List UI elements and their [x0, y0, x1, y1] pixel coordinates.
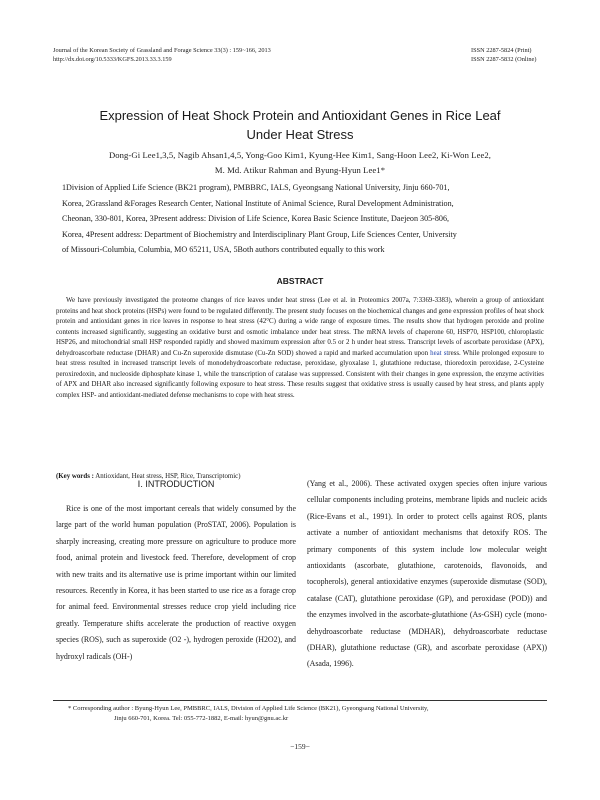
- abstract-link[interactable]: heat st: [430, 349, 449, 357]
- abstract-text-part-2: ress. While prolonged exposure to heat stress resulted in increased transcript levels of monodehydroascorbate reductase, peroxidase, glyoxalase 1, glutathione reductase, thioredoxin peroxidase, 2-Cysteine peroxiredoxin, and nucleoside diphosphate kinase 1, while the transcription of catalase was suppressed. Consistent with their changes in gene expression, the enzyme activities of APX and DHAR also increased significantly following exposure to heat stress. These results suggest that oxidative stress is usually caused by heat stress, and plants apply complex HSP- and antioxidant-mediated defense mechanisms to cope with heat stress.: [56, 349, 544, 399]
- authors-line-2: M. Md. Atikur Rahman and Byung-Hyun Lee1*: [214, 165, 386, 175]
- affiliations: [62, 180, 538, 258]
- intro-paragraph-1: Rice is one of the most important cereals that widely consumed by the large part of the world human population (ProSTAT, 2006). Population is sharply increasing, creating more pressure on agriculture to produce more food, animal protein and livestock feed. Therefore, development of crop with new traits and its alternative use is prime important within our limited resources. Recently in Korea, it has been started to use rice as a forage crop for animal feed. Environmental stresses reduce crop yield including rice greatly. Temperature shifts accelerate the production of reactive oxygen species (ROS), such as superoxide (O2 -), hydrogen peroxide (H2O2), and hydroxyl radicals (OH-): [56, 504, 296, 661]
- issn-online: ISSN 2287-5832 (Online): [471, 55, 537, 63]
- intro-paragraph-2: (Yang et al., 2006). These activated oxygen species often injure various cellular components including proteins, membrane lipids and nucleic acids (Rice-Evans et al., 1991). In order to protect cells against ROS, plants activate a number of antioxidant mechanisms that detoxify ROS. The primary components of this system include low molecular weight antioxidants (ascorbate, glutathione, carotenoids, flavonoids, and tocopherols), general antioxidative enzymes (superoxide dismutase (SOD), catalase (CAT), glutathione peroxidase (GP), and peroxidase (POD)) and the enzymes involved in the ascorbate-glutathione (As-GSH) cycle (mono-dehydroascorbate reductase (MDHAR), dehydroascorbate reductase (DHAR), glutathione reductase (GR), and ascorbate peroxidase (APX)) (Asada, 1996).: [307, 479, 547, 669]
- footnote-line-2: Jinju 660-701, Korea. Tel: 055-772-1882, E-mail: hyun@gnu.ac.kr: [114, 714, 289, 722]
- affiliation-line: Cheonan, 330-801, Korea, 3Present address: Division of Life Science, Korea Basic Science Institute, Daejeon 305-806,: [62, 214, 450, 223]
- author-list: [40, 148, 560, 178]
- affiliation-line: of Missouri-Columbia, Columbia, MO 65211, USA, 5Both authors contributed equally to this work: [62, 245, 385, 254]
- intro-left-column: [56, 476, 296, 665]
- footnote-divider: [53, 700, 547, 701]
- paper-title: [40, 107, 560, 144]
- page-number: −159−: [290, 742, 310, 751]
- keywords-label: (Key words :: [56, 473, 94, 480]
- issn-print: ISSN 2287-5824 (Print): [471, 47, 532, 54]
- affiliation-line: Korea, 2Grassland &Forages Research Center, National Institute of Animal Science, Rural Development Administration,: [62, 198, 454, 208]
- keywords-list: Antioxidant, Heat stress, HSP, Rice, Transcriptomic): [95, 473, 241, 480]
- title-line-1: Expression of Heat Shock Protein and Antioxidant Genes in Rice Leaf: [99, 108, 501, 123]
- footnote-line-1: * Corresponding author : Byung-Hyun Lee, PMBBRC, IALS, Division of Applied Life Science (BK21), Gyeongsang National University,: [68, 705, 429, 712]
- affiliation-line: 1Division of Applied Life Science (BK21 program), PMBBRC, IALS, Gyeongsang National University, Jinju 660-701,: [62, 183, 450, 192]
- journal-header: [53, 47, 271, 64]
- journal-citation: Journal of the Korean Society of Grassland and Forage Science 33(3) : 159~166, 2013: [53, 47, 271, 54]
- abstract-text: [56, 296, 544, 401]
- authors-line-1: Dong-Gi Lee1,3,5, Nagib Ahsan1,4,5, Yong-Goo Kim1, Kyung-Hee Kim1, Sang-Hoon Lee2, Ki-Won Lee2,: [108, 150, 492, 160]
- title-line-2: Under Heat Stress: [246, 126, 354, 142]
- issn-header: [471, 47, 536, 64]
- affiliation-line: Korea, 4Present address: Department of Biochemistry and Interdisciplinary Plant Group, Life Sciences Center, University: [62, 229, 457, 239]
- intro-right-column: [307, 476, 547, 673]
- doi-link[interactable]: http://dx.doi.org/10.5333/KGFS.2013.33.3.159: [53, 55, 172, 63]
- corresponding-author-note: [68, 704, 538, 723]
- abstract-heading: ABSTRACT: [276, 276, 324, 286]
- abstract-text-part-1: We have previously investigated the proteome changes of rice leaves under heat stress (Lee et al. in Proteomics 2007a, 7:3369-3383), wherein a group of antioxidant proteins and heat shock proteins (HSPs) were found to be regulated differently. The present study focuses on the biochemical changes and gene expression profiles of heat shock protein and antioxidant genes in rice leaves in response to heat stress (42°C) during a wide range of exposure times. The results show that hydrogen peroxide and proline contents increased significantly, suggesting an oxidative burst and osmotic imbalance under heat stress. The mRNA levels of chaperone 60, HSP70, HSP100, chloroplastic HSP26, and mitochondrial small HSP responded rapidly and showed maximum expression after 0.5 or 2 h under heat stress. Transcript levels of ascorbate peroxidase (APX), dehydroascorbate reductase (DHAR) and Cu-Zn superoxide dismutase (Cu-Zn SOD) showed a rapid and marked accumulation upon: [56, 297, 544, 357]
- section-heading-introduction: Ⅰ. INTRODUCTION: [137, 479, 215, 489]
